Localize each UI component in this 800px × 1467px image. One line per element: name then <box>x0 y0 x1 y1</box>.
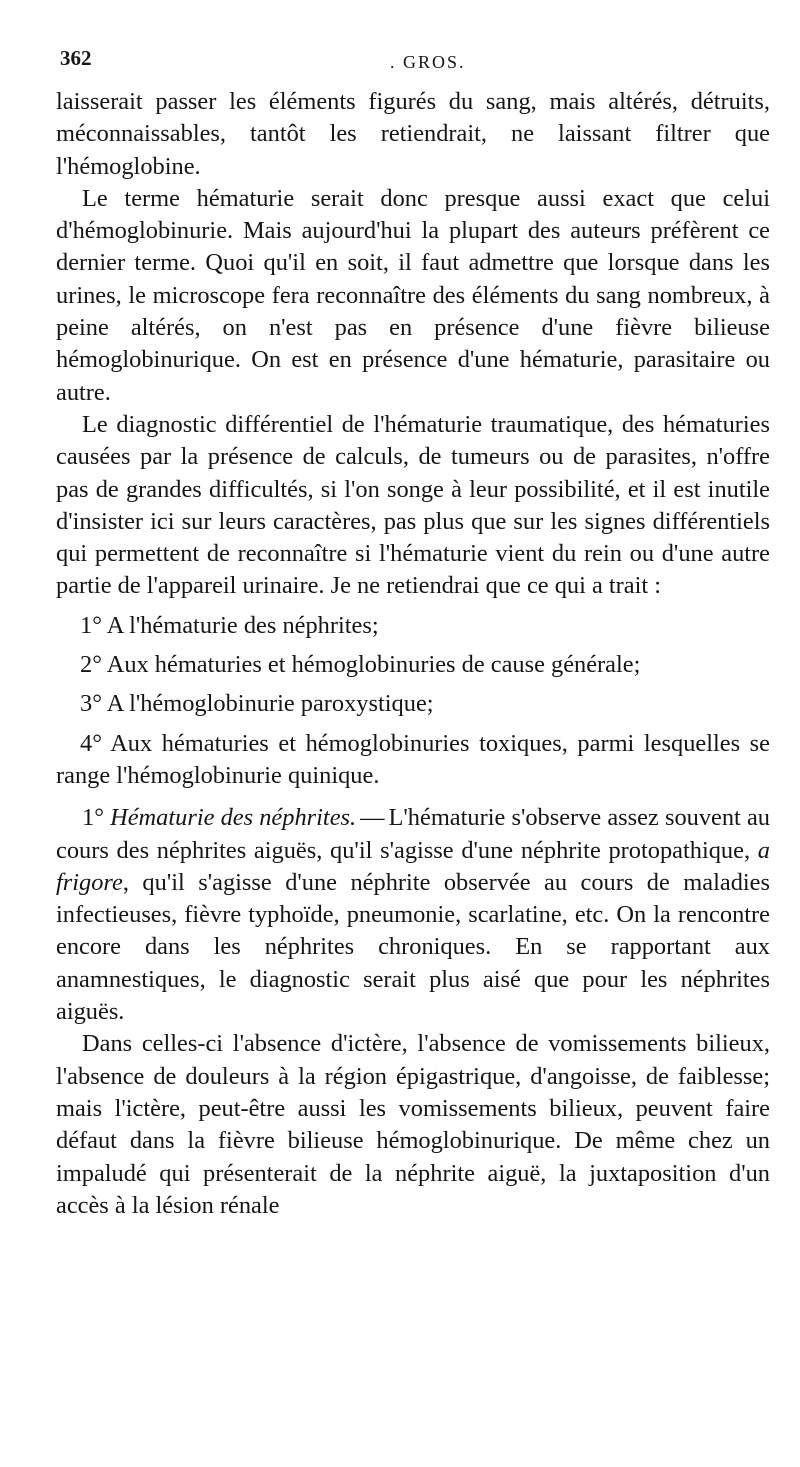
body-text <box>56 86 770 1222</box>
paragraph-terme: Le terme hématurie serait donc presque aussi exact que celui d'hémoglobinurie. Mais aujourd'hui la plupart des auteurs préfèrent ce dernier terme. Quoi qu'il en soit, il faut admettre que lorsque dans les urines, le microscope fera reconnaître des éléments du sang nombreux, à peine altérés, on n'est pas en présence d'une fièvre bilieuse hémoglobinurique. On est en présence d'une hématurie, parasitaire ou autre. <box>56 184 770 406</box>
section-dash: — <box>360 804 385 832</box>
paragraph-diagnostic: Le diagnostic différentiel de l'hématurie traumatique, des hématuries causées par la présence de calculs, de tumeurs ou de parasites, n'offre pas de grandes difficultés, si l'on songe à leur possibilité, et il est inutile d'insister ici sur leurs caractères, pas plus que sur les signes différentiels qui permettent de reconnaître si l'hématurie vient du rein ou d'une autre partie de l'appareil urinaire. Je ne retiendrai que ce qui a trait : <box>56 410 770 600</box>
section-text-part1: L'hématurie s'observe assez souvent au cours des néphrites aiguës, qu'il s'agisse d'une néphrite protopathique, <box>56 804 770 864</box>
section-italic-phrase: a frigore <box>56 836 770 896</box>
section-title: Hématurie des néphrites. <box>110 804 357 832</box>
page-header <box>60 46 750 86</box>
running-head: . GROS. <box>390 52 466 72</box>
paragraph-continuation: laisserait passer les éléments figurés du sang, mais altérés, détruits, méconnaissables, tantôt les retiendrait, ne laissant filtrer que l'hémoglobine. <box>56 88 770 180</box>
page-number: 362 <box>60 46 92 70</box>
list-item-2: 2° Aux hématuries et hémoglobinuries de cause générale; <box>80 651 641 679</box>
section-hematurie-nephrites <box>56 802 770 1028</box>
list-item-3: 3° A l'hémoglobinurie paroxystique; <box>80 690 434 718</box>
paragraph-celles-ci: Dans celles-ci l'absence d'ictère, l'absence de vomissements bilieux, l'absence de douleurs à la région épigastrique, d'angoisse, de faiblesse; mais l'ictère, peut-être aussi les vomissements bilieux, peuvent faire défaut dans la fièvre bilieuse hémoglobinurique. De même chez un impaludé qui présenterait de la néphrite aiguë, la juxtaposition d'un accès à la lésion rénale <box>56 1030 770 1219</box>
list-item-4: 4° Aux hématuries et hémoglobinuries toxiques, parmi lesquelles se range l'hémoglobinurie quinique. <box>56 729 770 789</box>
section-text-part2: , qu'il s'agisse d'une néphrite observée au cours de maladies infectieuses, fièvre typhoïde, pneumonie, scarlatine, etc. On la rencontre encore dans les néphrites chroniques. En se rapportant aux anamnestiques, le diagnostic serait plus aisé que pour les néphrites aiguës. <box>56 868 770 1026</box>
list-item-1: 1° A l'hématurie des néphrites; <box>80 611 379 639</box>
section-number: 1° <box>82 804 104 832</box>
